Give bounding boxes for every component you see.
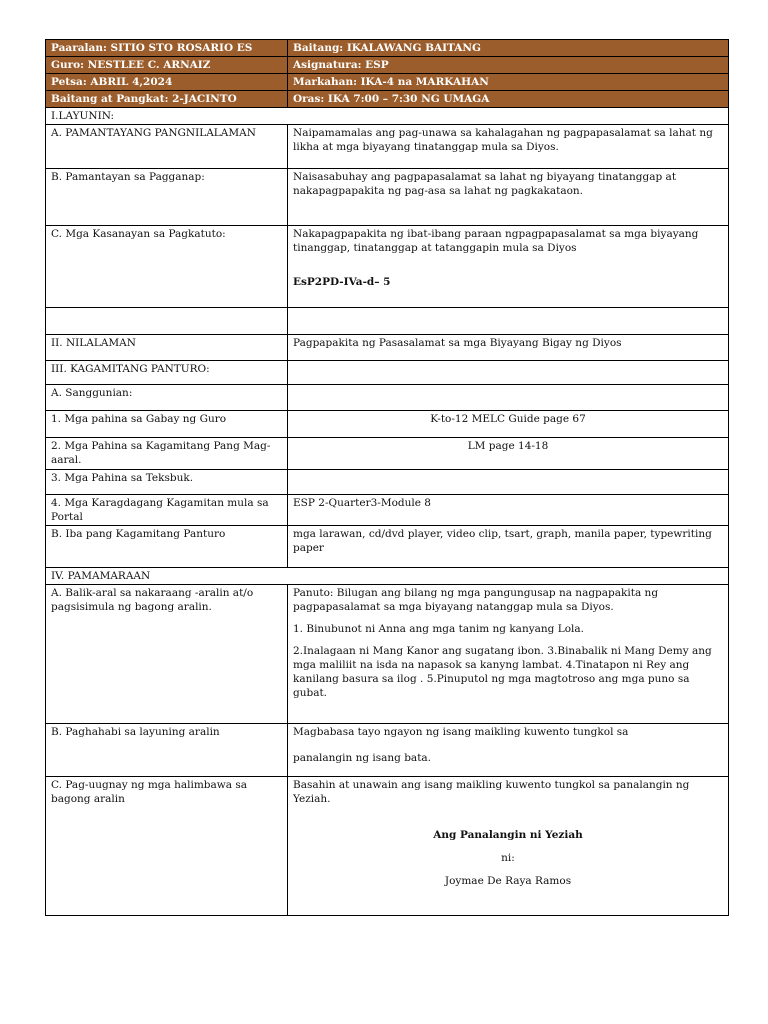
panuto-text: Panuto: Bilugan ang bilang ng mga pangungusap na nagpapakita ng pagpapasalamat sa mga biyayang natanggap mula sa Diyos. bbox=[293, 587, 659, 613]
lesson-plan-table bbox=[45, 39, 729, 916]
header-row bbox=[46, 74, 729, 91]
header-row bbox=[46, 40, 729, 57]
row-label: B. Iba pang Kagamitang Panturo bbox=[46, 526, 288, 568]
row-content: ESP 2-Quarter3-Module 8 bbox=[288, 495, 729, 526]
row-content bbox=[288, 585, 729, 724]
pamamaraan-title: IV. PAMAMARAAN bbox=[46, 568, 729, 585]
item-text: 2.Inalagaan ni Mang Kanor ang sugatang ibon. 3.Binabalik ni Mang Demy ang mga maliliit na isda na napasok sa kanyng lambat. 4.Tinatapon ni Rey ang kanilang basura sa ilog . 5.Pinuputol ng mga magtotroso ang mga puno sa gubat. bbox=[293, 645, 712, 699]
story-title: Ang Panalangin ni Yeziah bbox=[433, 829, 583, 841]
row-label: C. Mga Kasanayan sa Pagkatuto: bbox=[46, 226, 288, 308]
table-row bbox=[46, 526, 729, 568]
row-label: III. KAGAMITANG PANTURO: bbox=[46, 361, 288, 385]
table-row bbox=[46, 361, 729, 385]
header-row bbox=[46, 91, 729, 108]
baitang-cell: Baitang: IKALAWANG BAITANG bbox=[288, 40, 729, 57]
row-label: B. Paghahabi sa layuning aralin bbox=[46, 724, 288, 777]
row-label: 4. Mga Karagdagang Kagamitan mula sa Portal bbox=[46, 495, 288, 526]
header-row bbox=[46, 57, 729, 74]
petsa-cell: Petsa: ABRIL 4,2024 bbox=[46, 74, 288, 91]
row-content: mga larawan, cd/dvd player, video clip, tsart, graph, manila paper, typewriting paper bbox=[288, 526, 729, 568]
table-row bbox=[46, 470, 729, 495]
row-content: K-to-12 MELC Guide page 67 bbox=[288, 411, 729, 438]
kasanayan-text: Nakapagpapakita ng ibat-ibang paraan ngpagpapasalamat sa mga biyayang tinanggap, tinatanggap at tatanggapin mula sa Diyos bbox=[293, 228, 699, 254]
story-author: Joymae De Raya Ramos bbox=[444, 875, 572, 887]
table-row bbox=[46, 438, 729, 470]
asignatura-cell: Asignatura: ESP bbox=[288, 57, 729, 74]
pag-uugnay-text: Basahin at unawain ang isang maikling kuwento tungkol sa panalangin ng Yeziah. bbox=[293, 779, 690, 805]
table-row bbox=[46, 385, 729, 411]
row-label: A. Sanggunian: bbox=[46, 385, 288, 411]
table-row bbox=[46, 585, 729, 724]
layunin-title: I.LAYUNIN: bbox=[46, 108, 729, 125]
table-row bbox=[46, 724, 729, 777]
paaralan-cell: Paaralan: SITIO STO ROSARIO ES bbox=[46, 40, 288, 57]
row-content bbox=[288, 226, 729, 308]
table-row bbox=[46, 777, 729, 916]
table-row bbox=[46, 411, 729, 438]
row-label: 2. Mga Pahina sa Kagamitang Pang Mag-aaral. bbox=[46, 438, 288, 470]
competency-code: EsP2PD-IVa-d– 5 bbox=[293, 276, 391, 288]
row-label: 1. Mga pahina sa Gabay ng Guro bbox=[46, 411, 288, 438]
row-label: A. PAMANTAYANG PANGNILALAMAN bbox=[46, 125, 288, 169]
row-content bbox=[288, 724, 729, 777]
row-label: B. Pamantayan sa Pagganap: bbox=[46, 169, 288, 226]
paghahabi-text: panalangin ng isang bata. bbox=[293, 752, 432, 764]
guro-cell: Guro: NESTLEE C. ARNAIZ bbox=[46, 57, 288, 74]
section-row bbox=[46, 568, 729, 585]
row-content bbox=[288, 777, 729, 916]
table-row bbox=[46, 125, 729, 169]
item-text: 1. Binubunot ni Anna ang mga tanim ng kanyang Lola. bbox=[293, 623, 584, 635]
oras-cell: Oras: IKA 7:00 – 7:30 NG UMAGA bbox=[288, 91, 729, 108]
paghahabi-text: Magbabasa tayo ngayon ng isang maikling kuwento tungkol sa bbox=[293, 726, 629, 738]
table-row bbox=[46, 169, 729, 226]
story-ni: ni: bbox=[501, 852, 515, 864]
markahan-cell: Markahan: IKA-4 na MARKAHAN bbox=[288, 74, 729, 91]
row-content: LM page 14-18 bbox=[288, 438, 729, 470]
table-row bbox=[46, 495, 729, 526]
row-content: Naipamamalas ang pag-unawa sa kahalagahan ng pagpapasalamat sa lahat ng likha at mga biyayang tinatanggap mula sa Diyos. bbox=[288, 125, 729, 169]
row-label: 3. Mga Pahina sa Teksbuk. bbox=[46, 470, 288, 495]
row-label: II. NILALAMAN bbox=[46, 335, 288, 361]
table-row bbox=[46, 226, 729, 308]
row-label: A. Balik-aral sa nakaraang -aralin at/o pagsisimula ng bagong aralin. bbox=[46, 585, 288, 724]
empty-row bbox=[46, 308, 729, 335]
row-label: C. Pag-uugnay ng mga halimbawa sa bagong aralin bbox=[46, 777, 288, 916]
row-content: Pagpapakita ng Pasasalamat sa mga Biyayang Bigay ng Diyos bbox=[288, 335, 729, 361]
table-row bbox=[46, 335, 729, 361]
row-content: Naisasabuhay ang pagpapasalamat sa lahat ng biyayang tinatanggap at nakapagpapakita ng pag-asa sa lahat ng pagkakataon. bbox=[288, 169, 729, 226]
pangkat-cell: Baitang at Pangkat: 2-JACINTO bbox=[46, 91, 288, 108]
section-row bbox=[46, 108, 729, 125]
